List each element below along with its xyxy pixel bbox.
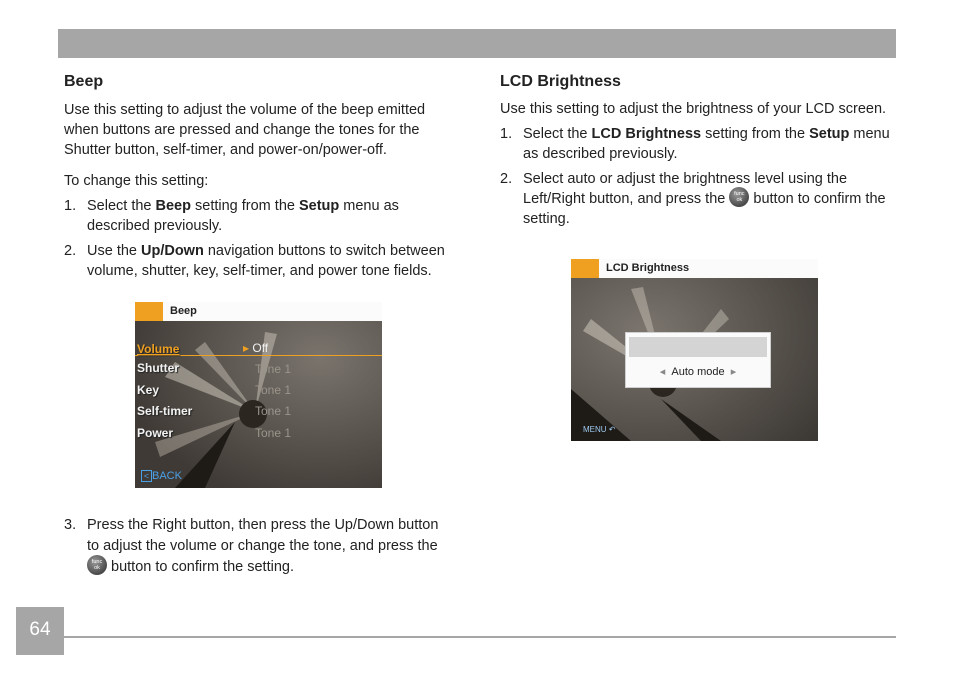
key-value: Tone 1: [255, 383, 292, 397]
func-ok-button-icon: func ok: [729, 187, 749, 207]
lcd-step-1: 1. Select the LCD Brightness setting from the Setup menu as described previously.: [500, 126, 890, 162]
beep-step-3: 3. Press the Right button, then press the Up/Down button to adjust the volume or change the tone, and press the func ok button to confirm the setting.: [64, 517, 439, 575]
lcd-brightness-section: [500, 72, 890, 229]
return-icon: ↶: [608, 425, 616, 434]
arrow-right-icon: ▸: [243, 341, 253, 355]
lcd-step-2: 2. Select auto or adjust the brightness level using the Left/Right button, and press the func ok button to confirm the setting.: [500, 171, 886, 228]
key-icon: [135, 302, 163, 321]
menu-item-self-timer[interactable]: Self-timer: [137, 404, 193, 418]
chevron-right-icon[interactable]: ▸: [724, 366, 737, 378]
beep-step-3-block: [64, 515, 454, 578]
beep-heading: Beep: [64, 73, 104, 90]
beep-screen-header: Beep: [135, 302, 382, 321]
back-button[interactable]: < BACK: [141, 470, 182, 482]
shutter-value: Tone 1: [255, 362, 292, 376]
chevron-left-icon[interactable]: ◂: [659, 366, 672, 378]
lcd-intro: Use this setting to adjust the brightness of your LCD screen.: [500, 101, 887, 117]
beep-menu-screenshot: [135, 302, 382, 488]
lcd-brightness-screenshot: [571, 259, 818, 441]
func-ok-button-icon: func ok: [87, 555, 107, 575]
key-icon: [571, 259, 599, 278]
menu-item-key[interactable]: Key: [137, 383, 160, 397]
header-bar: [58, 29, 896, 58]
volume-value[interactable]: ▸ Off: [243, 341, 269, 355]
brightness-level-bar[interactable]: [629, 337, 767, 357]
menu-item-power[interactable]: Power: [137, 426, 174, 440]
page-number: 64: [16, 607, 64, 655]
footer-line: [64, 636, 896, 638]
beep-step-1: 1. Select the Beep setting from the Setup menu as described previously.: [64, 198, 399, 234]
auto-mode-selector[interactable]: ◂ Auto mode ▸: [659, 366, 737, 378]
self-timer-value: Tone 1: [255, 404, 292, 418]
brightness-dialog: [625, 332, 771, 388]
menu-back-hint[interactable]: MENU ↶: [583, 425, 616, 434]
beep-to-change: To change this setting:: [64, 173, 209, 189]
menu-item-shutter[interactable]: Shutter: [137, 361, 179, 375]
menu-item-volume[interactable]: Volume: [137, 342, 180, 356]
beep-section: [64, 72, 464, 281]
power-value: Tone 1: [255, 426, 292, 440]
beep-intro: Use this setting to adjust the volume of the beep emitted when buttons are pressed and change the tones for the Shutter button, self-timer, and power-on/power-off.: [64, 102, 426, 158]
lcd-screen-header: LCD Brightness: [571, 259, 818, 278]
back-arrow-icon: <: [141, 470, 152, 482]
beep-step-2: 2. Use the Up/Down navigation buttons to switch between volume, shutter, key, self-timer, and power tone fields.: [64, 243, 445, 279]
lcd-heading: LCD Brightness: [500, 73, 621, 90]
